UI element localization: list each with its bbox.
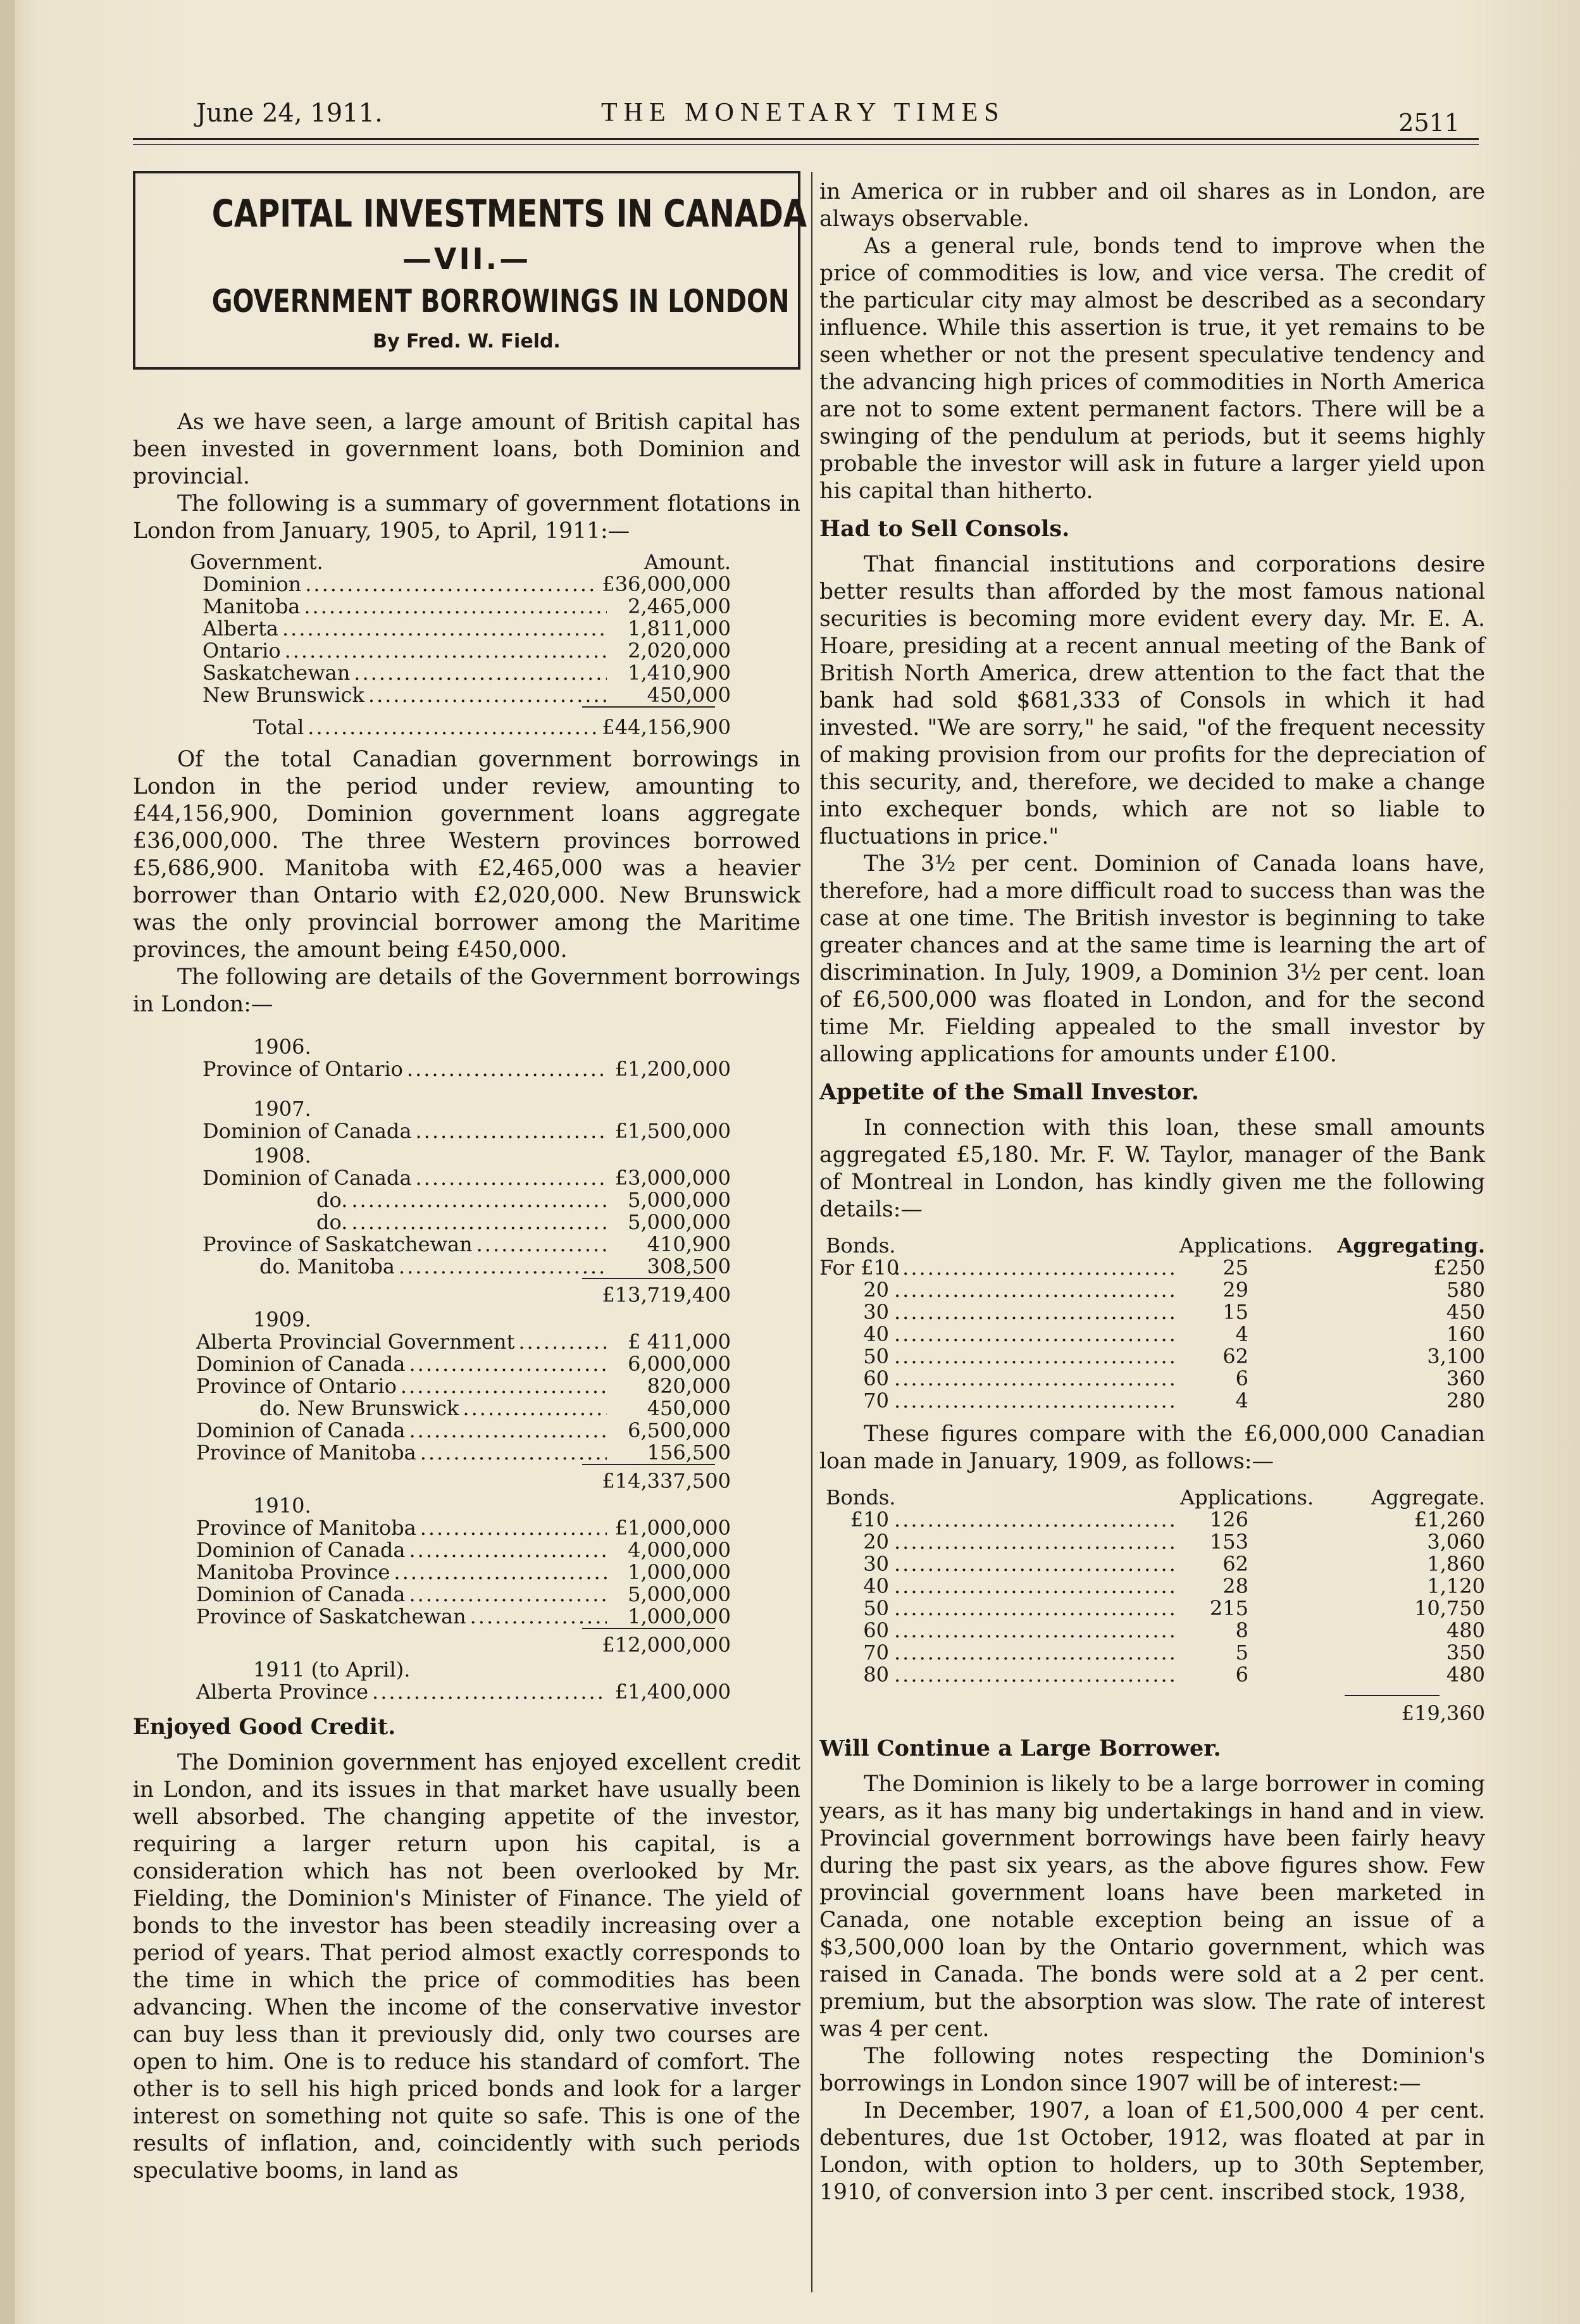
year-heading: 1908.: [253, 1143, 311, 1168]
paragraph: These figures compare with the £6,000,000 Canadian loan made in January, 1909, as follows:—: [819, 1421, 1485, 1474]
paragraph: In December, 1907, a loan of £1,500,000 4 per cent. debentures, due 1st October, 1912, was floated at par in London, with option to holders, up to 30th September, 1910, of conversion into 3 per cent. inscribed stock, 1938,: [819, 2098, 1485, 2205]
table-row: 80 ..... 6 480: [819, 1664, 1485, 1686]
paragraph: The Dominion government has enjoyed excellent credit in London, and its issues in that market have usually been well absorbed. The changing appetite of the investor, requiring a larger return upon his capital, is a consideration which has not been overlooked by Mr. Fielding, the Dominion's Minister of Finance. The yield of bonds to the investor has been steadily increasing over a period of years. That period almost exactly corresponds to the time in which the price of commodities has been advancing. When the income of the conservative investor can buy less than it previously did, only two courses are open to him. One is to reduce his standard of comfort. The other is to sell his high priced bonds and look for a larger interest on something not quite so safe. This is one of the results of inflation, and, coincidently with such periods speculative booms, in land as: [133, 1749, 800, 2183]
table-total: £19,360: [1401, 1701, 1485, 1725]
table-row: 70 ..... 4 280: [819, 1390, 1485, 1412]
year-subtotal: £12,000,000: [602, 1632, 731, 1657]
year-heading: 1910.: [253, 1493, 311, 1518]
header-rule-thick: [133, 138, 1479, 140]
subtotal-rule: [1345, 1695, 1440, 1696]
column-header: Aggregating.: [1337, 1234, 1485, 1258]
column-header: Applications.: [1180, 1485, 1314, 1509]
column-divider: [811, 172, 812, 2292]
page-binding: [0, 0, 15, 2324]
paragraph: That financial institutions and corporations desire better results than afforded by the most famous national securities is becoming more evident every day. Mr. E. A. Hoare, presiding at a recent annual meeting of the Bank of British North America, drew attention to the fact that the bank had sold $681,333 of Consols in which it had invested. "We are sorry," he said, "of the frequent necessity of making provision from our profits for the depreciation of this security, and, therefore, we decided to make a change into exchequer bonds, which are not so liable to fluctuations in price.": [819, 552, 1485, 849]
header-date: June 24, 1911.: [196, 99, 383, 128]
table-row: 70 ..... 5 350: [819, 1642, 1485, 1664]
page-header: [133, 94, 1460, 137]
table-row: Dominion of Canada ..... £3,000,000: [133, 1167, 800, 1189]
bonds-table-1909-july: [819, 1235, 1485, 1412]
table-row: 50 ..... 215 10,750: [819, 1597, 1485, 1620]
paragraph: in America or in rubber and oil shares as in London, are always observable.: [819, 179, 1485, 232]
column-header: Bonds.: [826, 1485, 896, 1509]
table-row: Ontario ..... 2,020,000: [133, 640, 800, 662]
table-row: Dominion of Canada ..... 5,000,000: [133, 1584, 800, 1606]
table-row: 50 ..... 62 3,100: [819, 1346, 1485, 1368]
table-row: 60 ..... 6 360: [819, 1368, 1485, 1390]
table-row: 20 ..... 29 580: [819, 1279, 1485, 1301]
section-heading: Enjoyed Good Credit.: [133, 1713, 396, 1740]
table-row: 30 ..... 15 450: [819, 1301, 1485, 1323]
table-row: do. ..... 5,000,000: [133, 1189, 800, 1211]
header-title: THE MONETARY TIMES: [601, 98, 1005, 127]
year-subtotal: £14,337,500: [602, 1468, 731, 1493]
details-table: [133, 1036, 800, 1703]
year-subtotal: £13,719,400: [602, 1282, 731, 1307]
section-heading: Appetite of the Small Investor.: [819, 1079, 1199, 1105]
year-heading: 1909.: [253, 1307, 311, 1332]
table-row: Province of Ontario ..... 820,000: [133, 1375, 800, 1397]
table-row: Dominion of Canada ..... 6,500,000: [133, 1420, 800, 1442]
table-row: Province of Saskatchewan ..... 1,000,000: [133, 1606, 800, 1628]
column-header: Bonds.: [826, 1234, 896, 1258]
table-row: Dominion ..... £36,000,000: [133, 573, 800, 596]
year-heading: 1911 (to April).: [253, 1657, 411, 1682]
year-heading: 1906.: [253, 1034, 311, 1059]
section-heading: Had to Sell Consols.: [819, 516, 1070, 542]
table-row: 60 ..... 8 480: [819, 1620, 1485, 1642]
table-row: do. ..... 5,000,000: [133, 1211, 800, 1234]
paragraph: As a general rule, bonds tend to improve when the price of commodities is low, and vice versa. The credit of the particular city may almost be described as a secondary influence. While this assertion is true, it yet remains to be seen whether or not the present speculative tendency and the advancing high prices of commodities in North America are not to some extent permanent factors. There will be a swinging of the pendulum at periods, but it seems highly probable the investor will ask in future a larger yield upon his capital than hitherto.: [819, 234, 1485, 504]
table-row: Alberta Province ..... £1,400,000: [133, 1681, 800, 1703]
table-row: 30 ..... 62 1,860: [819, 1553, 1485, 1575]
column-header: Amount.: [644, 549, 731, 574]
header-page-number: 2511: [1398, 109, 1460, 137]
table-row: 20 ..... 153 3,060: [819, 1531, 1485, 1553]
article-part: —VII.—: [402, 242, 532, 276]
table-row: Province of Manitoba ..... 156,500: [133, 1442, 800, 1464]
paragraph: Of the total Canadian government borrowings in London in the period under review, amounting to £44,156,900, Dominion government loans aggregate £36,000,000. The three Western provinces borrowed £5,686,900. Manitoba with £2,465,000 was a heavier borrower than Ontario with £2,020,000. New Brunswick was the only provincial borrower among the Maritime provinces, the amount being £450,000.: [133, 746, 800, 963]
table-row: For £10 ..... 25 £250: [819, 1257, 1485, 1279]
table-row: Saskatchewan ..... 1,410,900: [133, 662, 800, 684]
table-row: 40 ..... 4 160: [819, 1323, 1485, 1346]
article-title: CAPITAL INVESTMENTS IN CANADA: [211, 192, 807, 236]
summary-table: [133, 551, 800, 739]
table-row: Dominion of Canada ..... 6,000,000: [133, 1353, 800, 1375]
paragraph: The 3½ per cent. Dominion of Canada loans have, therefore, had a more difficult road to success than was the case at one time. The British investor is beginning to take greater chances and at the same time is learning the art of discrimination. In July, 1909, a Dominion 3½ per cent. loan of £6,500,000 was floated in London, and for the second time Mr. Fielding appealed to the small investor by allowing applications for amounts under £100.: [819, 851, 1485, 1067]
header-rule-thin: [133, 144, 1479, 145]
bonds-table-1909-january: [819, 1487, 1485, 1725]
article-title-box: [133, 171, 807, 370]
paragraph: The following are details of the Government borrowings in London:—: [133, 964, 800, 1017]
subtotal-rule: [582, 706, 715, 713]
table-row: Alberta ..... 1,811,000: [133, 618, 800, 640]
table-row: New Brunswick ..... 450,000: [133, 684, 800, 706]
table-row: £10 ..... 126 £1,260: [819, 1509, 1485, 1531]
table-row: Manitoba Province ..... 1,000,000: [133, 1561, 800, 1584]
column-header: Aggregate.: [1371, 1485, 1485, 1509]
paragraph: The following is a summary of government flotations in London from January, 1905, to April, 1911:—: [133, 490, 800, 544]
paragraph: The following notes respecting the Dominion's borrowings in London since 1907 will be of interest:—: [819, 2044, 1485, 2096]
year-heading: 1907.: [253, 1096, 311, 1121]
table-row: Dominion of Canada ..... 4,000,000: [133, 1539, 800, 1561]
paragraph: In connection with this loan, these small amounts aggregated £5,180. Mr. F. W. Taylor, manager of the Bank of Montreal in London, has kindly given me the following details:—: [819, 1115, 1485, 1222]
table-row: do. Manitoba ..... 308,500: [133, 1256, 800, 1278]
article-byline: By Fred. W. Field.: [373, 330, 561, 353]
right-column: [819, 178, 1485, 2206]
table-row: Dominion of Canada ..... £1,500,000: [133, 1120, 800, 1142]
total-row: Total ..... £44,156,900: [133, 716, 800, 739]
column-header: Government.: [190, 549, 323, 574]
table-row: do. New Brunswick ..... 450,000: [133, 1397, 800, 1420]
paragraph: The Dominion is likely to be a large borrower in coming years, as it has many big undertakings in hand and in view. Provincial government borrowings have been fairly heavy during the past six years, as the above figures show. Few provincial government loans have been marketed in Canada, one notable exception being an issue of a $3,500,000 loan by the Ontario government, which was raised in Canada. The bonds were sold at a 2 per cent. premium, but the absorption was slow. The rate of interest was 4 per cent.: [819, 1771, 1485, 2042]
table-row: Province of Saskatchewan ..... 410,900: [133, 1234, 800, 1256]
table-row: Province of Manitoba ..... £1,000,000: [133, 1517, 800, 1539]
table-row: Alberta Provincial Government ..... £ 411,000: [133, 1331, 800, 1353]
left-column: [133, 171, 807, 2185]
table-row: Manitoba ..... 2,465,000: [133, 596, 800, 618]
table-row: 40 ..... 28 1,120: [819, 1575, 1485, 1597]
section-heading: Will Continue a Large Borrower.: [819, 1735, 1221, 1761]
article-subtitle: GOVERNMENT BORROWINGS IN LONDON: [211, 282, 790, 320]
table-row: Province of Ontario ..... £1,200,000: [133, 1058, 800, 1080]
column-header: Applications.: [1179, 1234, 1313, 1258]
paragraph: As we have seen, a large amount of British capital has been invested in government loans, both Dominion and provincial.: [133, 409, 800, 489]
